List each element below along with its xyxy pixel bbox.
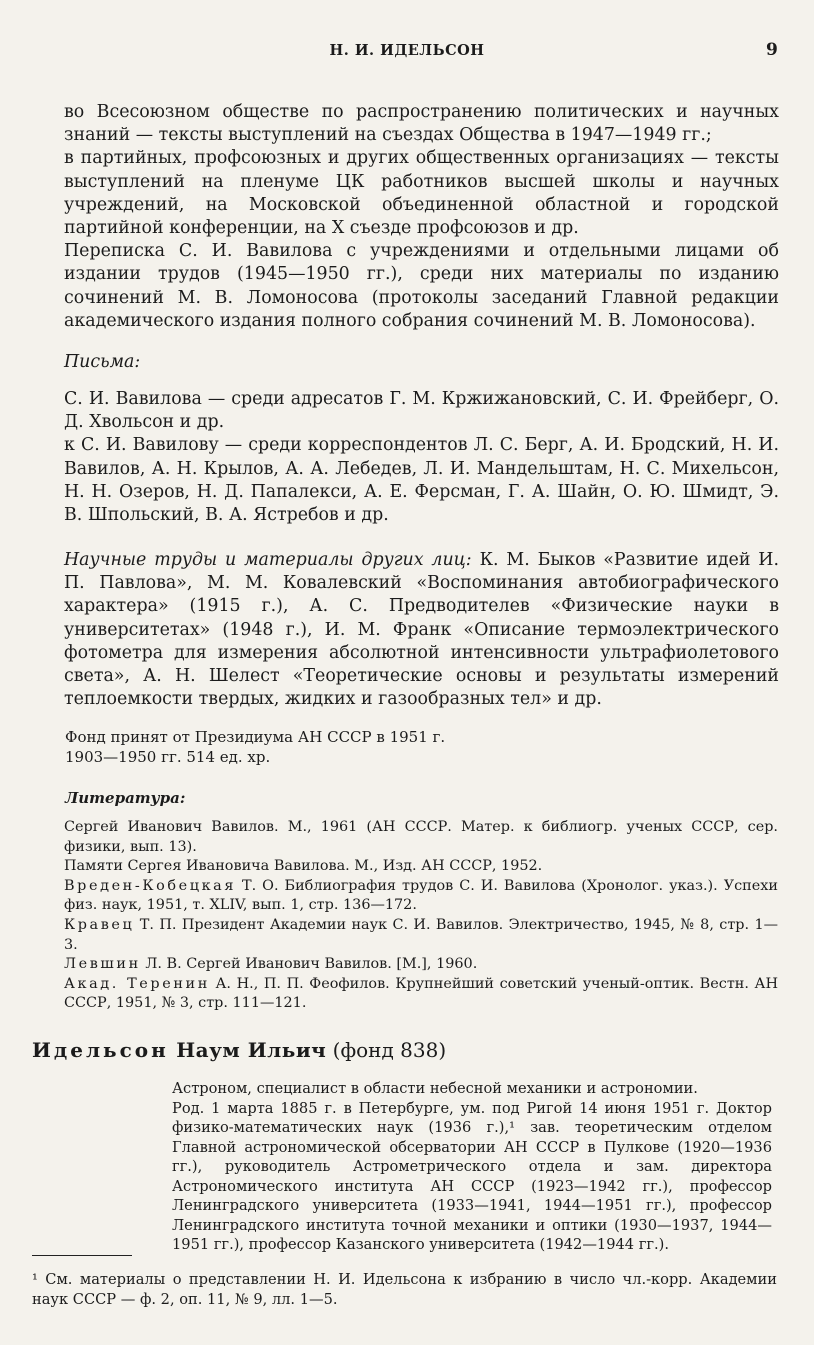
paragraph: в партийных, профсоюзных и других общественных организациях — тексты выступлений на пленуме ЦК работников высшей школы и научных учреждений, на Московской объединенной областной и городской партийной конференции, на X съезде профсоюзов и др. — [64, 148, 779, 239]
literature-text: А. Н., П. П. Феофилов. Крупнейший советский ученый-оптик. Вестн. АН СССР, 1951, № 3, стр. 111—121. — [64, 975, 778, 1012]
literature-author: Вреден-Кобецкая — [64, 877, 237, 894]
entry-title — [32, 1038, 446, 1062]
footnote-divider — [32, 1255, 132, 1256]
literature-text: Сергей Иванович Вавилов. М., 1961 (АН СССР. Матер. к библиогр. ученых СССР, сер. физики, вып. 13). — [64, 819, 778, 855]
literature-item — [64, 857, 778, 877]
fund-note-line: 1903—1950 гг. 514 ед. хр. — [65, 748, 271, 766]
literature-item — [64, 818, 778, 857]
literature-text: Т. П. Президент Академии наук С. И. Вавилов. Электричество, 1945, № 8, стр. 1—3. — [64, 916, 778, 953]
literature-author: Кравец — [64, 916, 135, 933]
bio-paragraph: Астроном, специалист в области небесной механики и астрономии. — [172, 1080, 698, 1097]
literature-author: Левшин — [64, 956, 141, 973]
paragraph: во Всесоюзном обществе по распространению политических и научных знаний — тексты выступлений на съездах Общества в 1947—1949 гг.; — [64, 102, 779, 146]
fund-note — [65, 727, 625, 767]
footnote — [32, 1270, 777, 1309]
entry-given-name: Наум Ильич — [176, 1038, 327, 1062]
literature-text: Памяти Сергея Ивановича Вавилова. М., Изд. АН СССР, 1952. — [64, 858, 543, 875]
section-heading: Письма: — [64, 352, 141, 372]
literature-item — [64, 955, 778, 975]
paragraph-text: К. М. Быков «Развитие идей И. П. Павлова», М. М. Ковалевский «Воспоминания автобиографического характера» (1915 г.), А. С. Предводителев «Физические науки в университетах» (1948 г.), И. М. Франк «Описание термоэлектрического фотометра для измерения абсолютной интенсивности ультрафиолетового света», А. Н. Шелест «Теоретические основы и результаты измерений теплоемкости твердых, жидких и газообразных тел» и др. — [64, 550, 779, 710]
literature-list — [64, 818, 778, 1014]
paragraph: Переписка С. И. Вавилова с учреждениями и отдельными лицами об издании трудов (1945—1950 гг.), среди них материалы по изданию сочинений М. В. Ломоносова (протоколы заседаний Главной редакции академического издания полного собрания сочинений М. В. Ломоносова). — [64, 241, 779, 331]
section-heading: Научные труды и материалы других лиц: — [64, 550, 472, 570]
literature-item — [64, 916, 778, 955]
page-number: 9 — [766, 40, 778, 60]
literature-author: Акад. Теренин — [64, 975, 210, 992]
footnote-text: См. материалы о представлении Н. И. Идельсона к избранию в число чл.-корр. Академии наук СССР — ф. 2, оп. 11, № 9, лл. 1—5. — [32, 1271, 777, 1308]
letters-heading — [64, 351, 779, 374]
entry-surname: Идельсон — [32, 1038, 169, 1062]
entry-name — [32, 1038, 326, 1062]
biography — [172, 1079, 772, 1255]
entry-fund: (фонд 838) — [332, 1038, 447, 1062]
letters-section — [64, 388, 779, 527]
archive-contents-paragraphs — [64, 101, 779, 333]
paragraph: к С. И. Вавилову — среди корреспондентов Л. С. Берг, А. И. Бродский, Н. И. Вавилов, А. Н. Крылов, А. А. Лебедев, Л. И. Мандельштам, Н. С. Михельсон, Н. Н. Озеров, Н. Д. Папалекси, А. Е. Ферсман, Г. А. Шайн, О. Ю. Шмидт, Э. В. Шпольский, В. А. Ястребов и др. — [64, 435, 779, 526]
literature-heading: Литература: — [65, 789, 186, 807]
paragraph: С. И. Вавилова — среди адресатов Г. М. Кржижановский, С. И. Фрейберг, О. Д. Хвольсон и др. — [64, 389, 779, 433]
other-persons-section — [64, 549, 779, 711]
fund-note-line: Фонд принят от Президиума АН СССР в 1951 г. — [65, 728, 446, 746]
literature-item — [64, 877, 778, 916]
paragraph — [64, 549, 779, 711]
literature-text: Л. В. Сергей Иванович Вавилов. [М.], 1960. — [140, 956, 478, 973]
bio-paragraph: Род. 1 марта 1885 г. в Петербурге, ум. под Ригой 14 июня 1951 г. Доктор физико-математических наук (1936 г.),¹ зав. теоретическим отделом Главной астрономической обсерватории АН СССР в Пулкове (1920—1936 гг.), руководитель Астрометрического отдела и зам. директора Астрономического института АН СССР (1923—1942 гг.), профессор Ленинградского университета (1933—1941, 1944—1951 гг.), профессор Ленинградского института точной механики и оптики (1930—1937, 1944—1951 гг.), профессор Казанского университета (1942—1944 гг.). — [172, 1099, 772, 1253]
running-head: Н. И. ИДЕЛЬСОН — [329, 42, 485, 59]
literature-item — [64, 975, 778, 1014]
footnote-mark: ¹ — [32, 1271, 38, 1288]
literature-text: Т. О. Библиография трудов С. И. Вавилова (Хронолог. указ.). Успехи физ. наук, 1951, т. XLIV, вып. 1, стр. 136—172. — [64, 877, 778, 914]
